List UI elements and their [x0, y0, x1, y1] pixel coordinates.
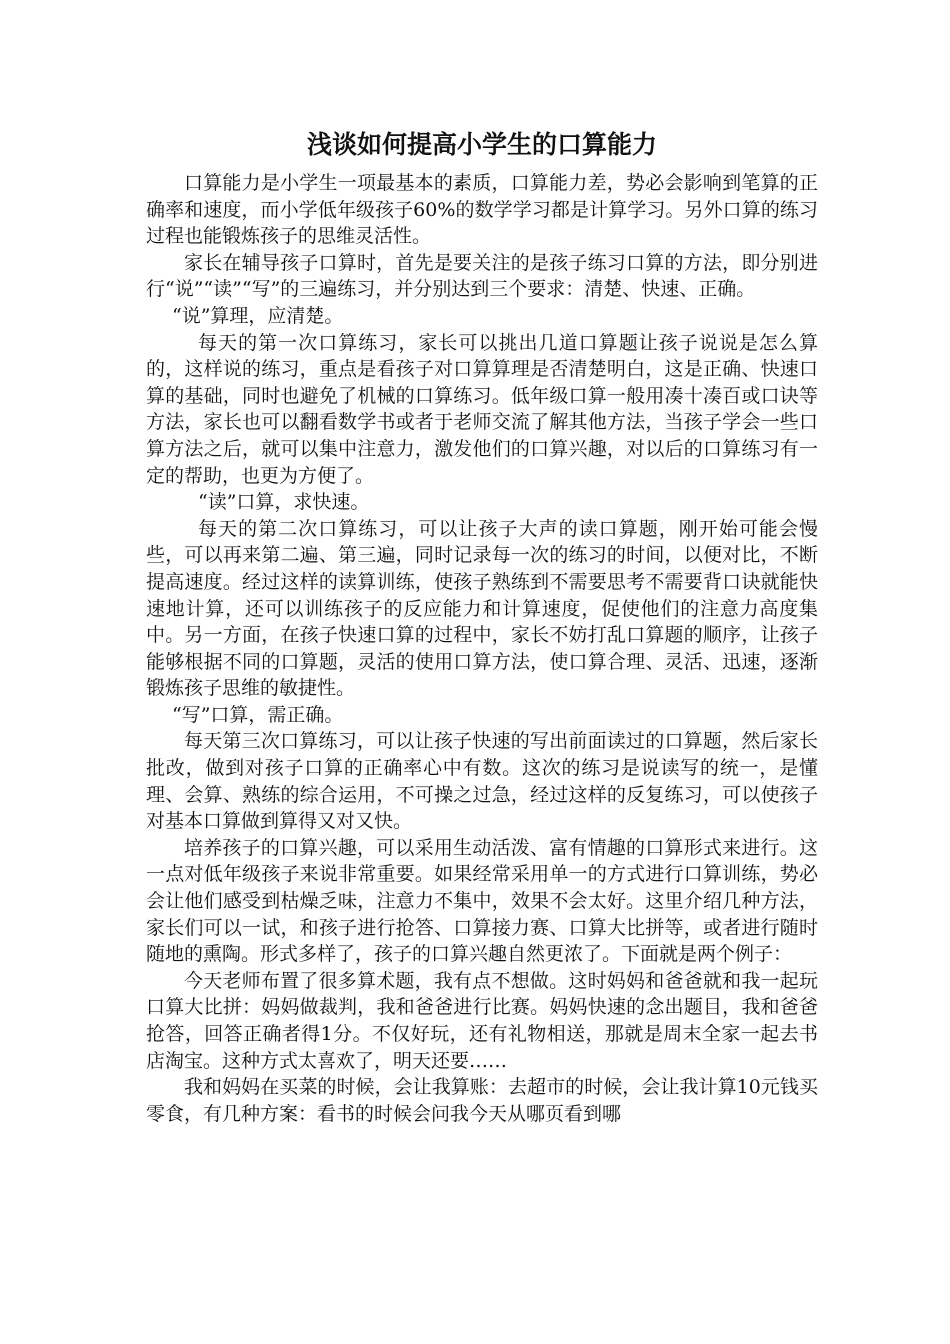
paragraph-method: 家长在辅导孩子口算时，首先是要关注的是孩子练习口算的方法，即分别进行“说”“读”“写”的三遍练习，并分别达到三个要求：清楚、快速、正确。: [146, 251, 818, 301]
subheading-read: “读”口算，求快速。: [198, 491, 370, 514]
paragraph-write: 每天第三次口算练习，可以让孩子快速的写出前面读过的口算题，然后家长批改，做到对孩子口算的正确率心中有数。这次的练习是说读写的统一，是懂理、会算、熟练的综合运用，不可操之过急，经过这样的反复练习，可以使孩子对基本口算做到算得又对又快。: [146, 730, 818, 833]
paragraph-intro: 口算能力是小学生一项最基本的素质，口算能力差，势必会影响到笔算的正确率和速度，而小学低年级孩子60%的数学学习都是计算学习。另外口算的练习过程也能锻炼孩子的思维灵活性。: [146, 172, 818, 248]
document-page: [146, 128, 818, 1127]
document-title: 浅谈如何提高小学生的口算能力: [306, 130, 657, 159]
paragraph-read: 每天的第二次口算练习，可以让孩子大声的读口算题，刚开始可能会慢些，可以再来第二遍、第三遍，同时记录每一次的练习的时间，以便对比，不断提高速度。经过这样的读算训练，使孩子熟练到不需要思考不需要背口诀就能快速地计算，还可以训练孩子的反应能力和计算速度，促使他们的注意力高度集中。另一方面，在孩子快速口算的过程中，家长不妨打乱口算题的顺序，让孩子能够根据不同的口算题，灵活的使用口算方法，使口算合理、灵活、迅速，逐渐锻炼孩子思维的敏捷性。: [146, 517, 818, 700]
paragraph-interest: 培养孩子的口算兴趣，可以采用生动活泼、富有情趣的口算形式来进行。这一点对低年级孩子来说非常重要。如果经常采用单一的方式进行口算训练，势必会让他们感受到枯燥乏味，注意力不集中，效果不会太好。这里介绍几种方法，家长们可以一试，和孩子进行抢答、口算接力赛、口算大比拼等，或者进行随时随地的熏陶。形式多样了，孩子的口算兴趣自然更浓了。下面就是两个例子：: [146, 836, 818, 966]
subheading-write: “写”口算，需正确。: [172, 703, 344, 726]
paragraph-example-two: 我和妈妈在买菜的时候，会让我算账：去超市的时候，会让我计算10元钱买零食，有几种方案：看书的时候会问我今天从哪页看到哪: [146, 1076, 818, 1125]
paragraph-example-one: 今天老师布置了很多算术题，我有点不想做。这时妈妈和爸爸就和我一起玩口算大比拼：妈妈做裁判，我和爸爸进行比赛。妈妈快速的念出题目，我和爸爸抢答，回答正确者得1分。不仅好玩，还有礼物相送，那就是周末全家一起去书店淘宝。这种方式太喜欢了，明天还要……: [146, 969, 818, 1072]
paragraph-speak: 每天的第一次口算练习，家长可以挑出几道口算题让孩子说说是怎么算的，这样说的练习，重点是看孩子对口算算理是否清楚明白，这是正确、快速口算的基础，同时也避免了机械的口算练习。低年级口算一般用凑十凑百或口诀等方法，家长也可以翻看数学书或者于老师交流了解其他方法，当孩子学会一些口算方法之后，就可以集中注意力，激发他们的口算兴趣，对以后的口算练习有一定的帮助，也更为方便了。: [146, 331, 818, 487]
subheading-speak: “说”算理，应清楚。: [172, 304, 344, 327]
